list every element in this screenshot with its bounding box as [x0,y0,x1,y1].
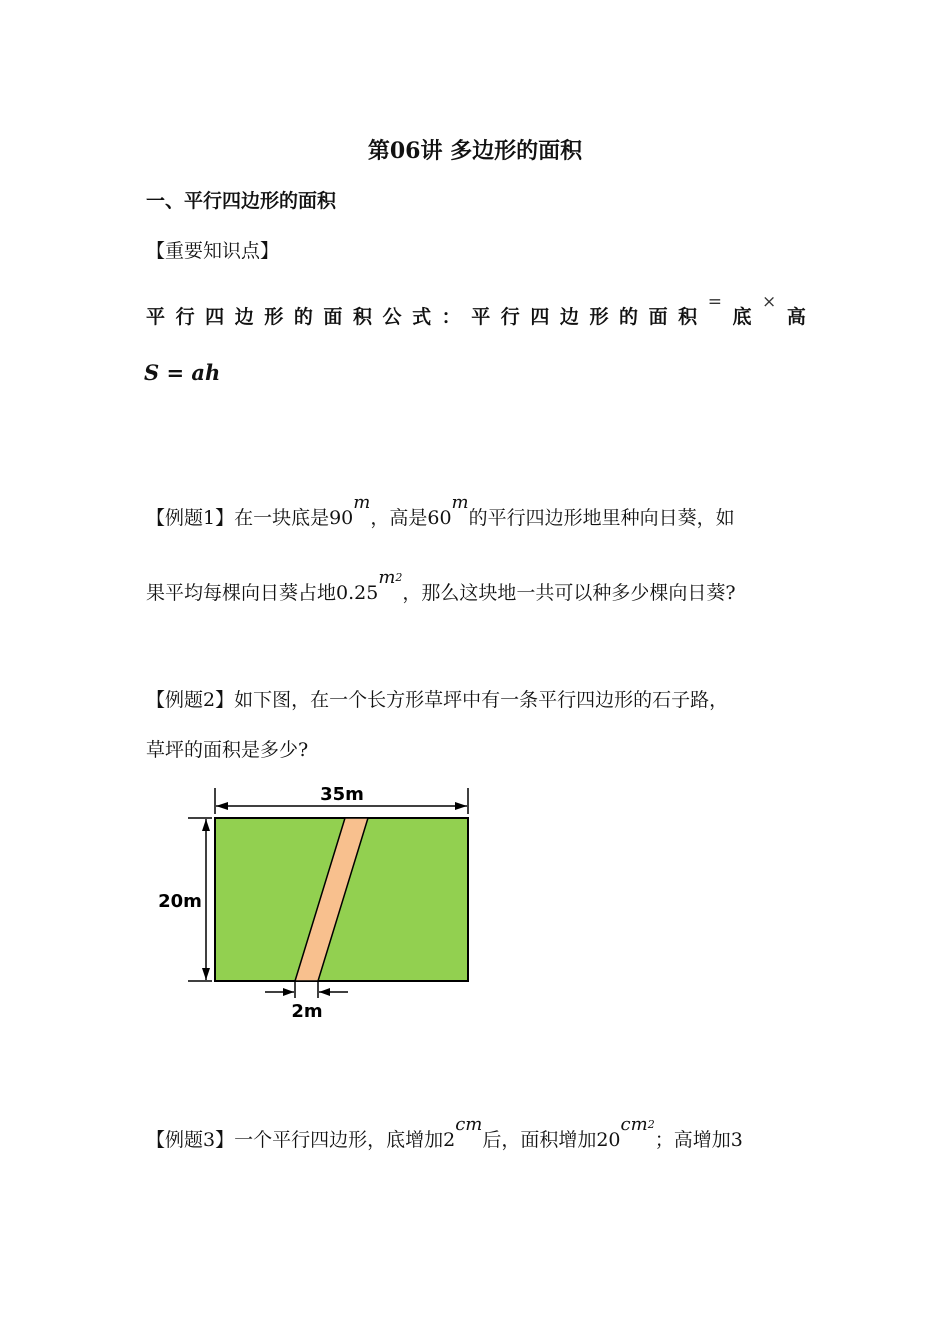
example3-line1 [146,1114,743,1152]
formula-char: 的 [293,306,313,328]
formula-char: ： [441,306,461,328]
example1-line2 [146,567,736,605]
formula-char: 边 [234,306,254,328]
area-formula [146,292,806,329]
example2-line2: 草坪的面积是多少? [146,739,309,761]
formula-s-ah: S = ah [144,360,221,385]
page-title: 第06讲 多边形的面积 [367,138,583,164]
formula-char: 形 [589,306,609,328]
example3-text: 后，面积增加20 [482,1129,621,1151]
example2-text: 如下图，在一个长方形草坪中有一条平行四边形的石子路， [234,689,729,711]
example3-text: 一个平行四边形，底增加2 [234,1129,456,1151]
height-label: 20m [158,891,202,912]
example1-line1 [146,492,735,530]
unit-exponent: 2 [395,571,403,584]
key-points-label: 【重要知识点】 [146,240,280,262]
formula-char: 面 [648,306,668,328]
formula-char: 的 [619,306,639,328]
example1-text: 果平均每棵向日葵占地0.25 [146,582,379,604]
formula-char: 行 [175,306,195,328]
lawn-diagram [150,780,490,1030]
formula-operator: = [707,292,722,312]
arrow-right-icon [283,988,294,996]
formula-char: 平 [471,306,491,328]
arrow-left-icon [216,802,228,810]
formula-char: 高 [786,306,806,328]
unit-square-centimeter [621,1114,655,1135]
unit-centimeter: cm [455,1114,483,1135]
example3-text: ；高增加3 [654,1129,743,1151]
formula-char: 积 [352,306,372,328]
unit-square-meter [378,567,402,588]
arrow-down-icon [202,968,210,980]
example1-text: 的平行四边形地里种向日葵，如 [468,507,735,529]
formula-char: 行 [500,306,520,328]
formula-char: 底 [732,306,752,328]
formula-char: 式 [412,306,432,328]
formula-operator: × [762,292,777,312]
formula-char: 四 [530,306,550,328]
arrow-up-icon [202,819,210,831]
arrow-right-icon [455,802,467,810]
formula-char: 平 [146,306,166,328]
example1-text: ，高是60 [370,507,452,529]
formula-char: 面 [323,306,343,328]
formula-char: 形 [264,306,284,328]
unit-letters: cm [620,1114,648,1135]
path-width-label: 2m [291,1001,323,1022]
arrow-left-icon [319,988,330,996]
formula-char: 公 [382,306,402,328]
unit-exponent: 2 [647,1118,655,1131]
example3-tag: 【例题3】 [146,1129,235,1151]
formula-char: 边 [559,306,579,328]
width-label: 35m [320,784,364,805]
example1-text: ，那么这块地一共可以种多少棵向日葵? [402,582,736,604]
section-heading: 一、平行四边形的面积 [146,190,337,212]
unit-meter: m [451,492,469,513]
example2-line1 [146,685,728,712]
formula-char: 积 [678,306,698,328]
example1-tag: 【例题1】 [146,507,235,529]
example2-tag: 【例题2】 [146,689,235,711]
unit-letter: m [378,567,396,588]
formula-char: 四 [205,306,225,328]
unit-meter: m [353,492,371,513]
example1-text: 在一块底是90 [234,507,354,529]
